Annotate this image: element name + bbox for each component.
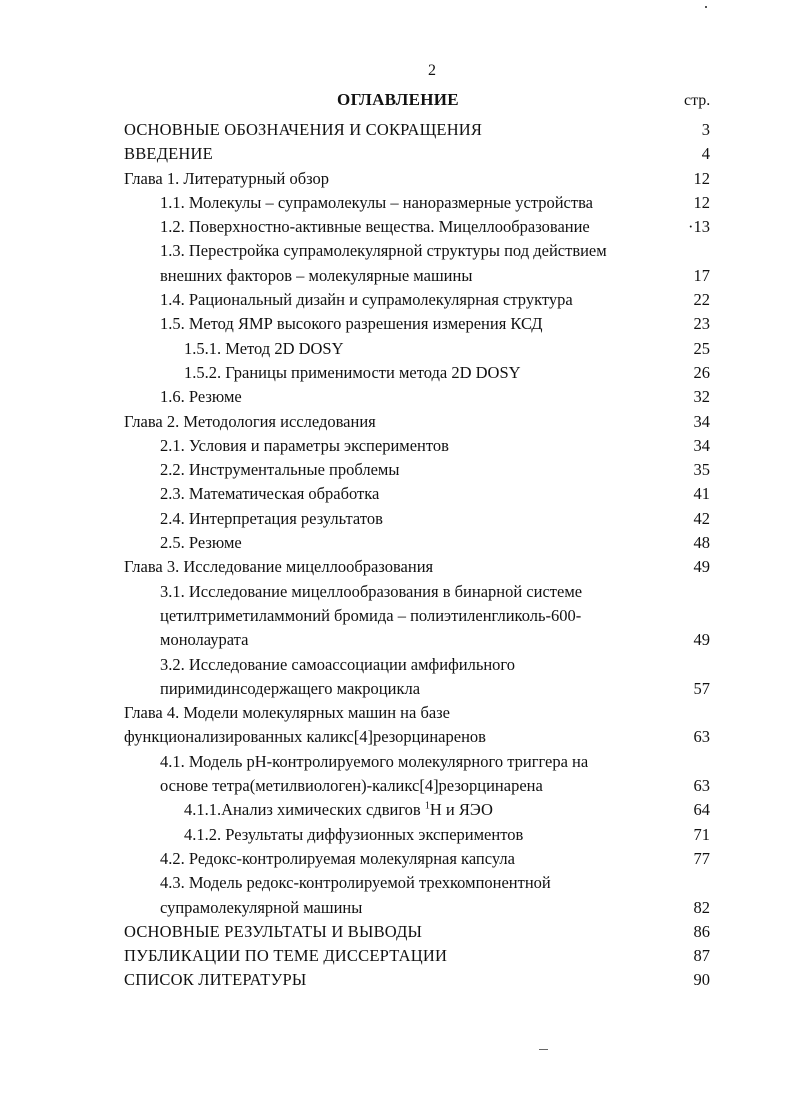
toc-entry-page: 34: [693, 435, 710, 455]
toc-entry-page: 35: [693, 460, 710, 480]
table-of-contents: [124, 118, 710, 993]
toc-entry-page: 12: [693, 168, 710, 188]
toc-entry-title: функционализированных каликс[4]резорцинаренов: [124, 727, 486, 747]
toc-entry-title: [184, 798, 493, 822]
toc-entry-page: 12: [693, 192, 710, 212]
toc-entry-page: 49: [693, 557, 710, 577]
page-number: 2: [428, 62, 436, 79]
toc-entry: [124, 774, 710, 798]
toc-entry-title: 1.5.1. Метод 2D DOSY: [184, 338, 344, 358]
toc-entry-title: 2.1. Условия и параметры экспериментов: [160, 435, 449, 455]
toc-entry-page: 49: [693, 630, 710, 650]
toc-entry-page: 26: [693, 362, 710, 382]
toc-entry-title: 2.2. Инструментальные проблемы: [160, 460, 400, 480]
toc-entry-page: 57: [693, 678, 710, 698]
toc-entry: [124, 701, 710, 725]
toc-entry-page: 86: [693, 921, 710, 941]
toc-entry-title: ОСНОВНЫЕ ОБОЗНАЧЕНИЯ И СОКРАЩЕНИЯ: [124, 120, 483, 139]
toc-entry-page: 34: [693, 411, 710, 431]
toc-entry-title: 1.6. Резюме: [160, 387, 242, 407]
page-title: ОГЛАВЛЕНИЕ: [337, 90, 459, 109]
toc-entry: [124, 434, 710, 458]
toc-entry: [124, 337, 710, 361]
toc-entry-title: монолаурата: [160, 630, 249, 650]
toc-entry: [124, 653, 710, 677]
toc-entry: [124, 142, 710, 166]
toc-entry: [124, 410, 710, 434]
toc-entry-page: 71: [693, 824, 710, 844]
toc-entry-title: Глава 1. Литературный обзор: [124, 168, 330, 188]
toc-entry: [124, 944, 710, 968]
toc-entry-title: СПИСОК ЛИТЕРАТУРЫ: [124, 970, 307, 990]
toc-entry-page: 25: [693, 338, 710, 358]
toc-entry-page: 77: [693, 848, 710, 868]
toc-entry: [124, 458, 710, 482]
toc-entry-page: 90: [693, 970, 710, 990]
toc-entry-title: ПУБЛИКАЦИИ ПО ТЕМЕ ДИССЕРТАЦИИ: [124, 946, 448, 966]
toc-entry-title: 1.2. Поверхностно-активные вещества. Мицеллообразование: [160, 217, 590, 237]
toc-entry: [124, 555, 710, 579]
toc-entry-page: 23: [693, 314, 710, 334]
toc-entry: [124, 677, 710, 701]
toc-entry-title: 4.2. Редокс-контролируемая молекулярная капсула: [160, 848, 515, 868]
toc-entry-title: Глава 2. Методология исследования: [124, 411, 376, 431]
scan-mark: [539, 1049, 548, 1050]
toc-entry-title: супрамолекулярной машины: [160, 897, 363, 917]
toc-entry-page: 82: [693, 897, 710, 917]
toc-entry-title: 4.3. Модель редокс-контролируемой трехкомпонентной: [160, 873, 551, 893]
toc-entry: [124, 628, 710, 652]
toc-entry: [124, 871, 710, 895]
toc-entry-title-rest: Н и ЯЭО: [429, 800, 493, 820]
toc-entry: [124, 191, 710, 215]
toc-entry-page: 41: [693, 484, 710, 504]
toc-entry-title: 3.2. Исследование самоассоциации амфифильного: [160, 654, 516, 674]
toc-entry: [124, 264, 710, 288]
toc-entry-title: 2.4. Интерпретация результатов: [160, 508, 383, 528]
toc-entry-page: 42: [693, 508, 710, 528]
toc-entry: [124, 239, 710, 263]
toc-entry: [124, 118, 710, 142]
toc-entry-title: внешних факторов – молекулярные машины: [160, 265, 473, 285]
toc-entry: [124, 798, 710, 822]
toc-entry-page: 48: [693, 533, 710, 553]
toc-entry-title-start: 4.1.1.Анализ химических сдвигов: [184, 800, 425, 820]
toc-entry-title: 1.5. Метод ЯМР высокого разрешения измерения КСД: [160, 314, 543, 334]
toc-entry-page: 32: [693, 387, 710, 407]
toc-entry-title: 1.4. Рациональный дизайн и супрамолекулярная структура: [160, 290, 573, 310]
toc-entry-title: пиримидинсодержащего макроцикла: [160, 678, 421, 698]
toc-entry-page: 64: [693, 800, 710, 820]
toc-entry-title: 2.5. Резюме: [160, 533, 242, 553]
toc-entry-title: 4.1.2. Результаты диффузионных экспериментов: [184, 824, 524, 844]
toc-entry: [124, 823, 710, 847]
toc-entry-title: ОСНОВНЫЕ РЕЗУЛЬТАТЫ И ВЫВОДЫ: [124, 921, 423, 941]
toc-entry-page: 4: [701, 144, 710, 164]
toc-entry: [124, 482, 710, 506]
toc-entry: [124, 968, 710, 992]
toc-entry-page: 3: [701, 120, 710, 139]
scan-speck: [705, 6, 707, 8]
toc-entry: [124, 896, 710, 920]
toc-entry-title: 1.1. Молекулы – супрамолекулы – наноразмерные устройства: [160, 192, 593, 212]
toc-entry-page: 17: [693, 265, 710, 285]
toc-entry: [124, 725, 710, 749]
toc-entry: [124, 215, 710, 239]
toc-entry-title: 4.1. Модель рН-контролируемого молекулярного триггера на: [160, 751, 589, 771]
toc-entry-page: 63: [693, 776, 710, 796]
toc-entry: [124, 920, 710, 944]
toc-entry-title: Глава 3. Исследование мицеллообразования: [124, 557, 434, 577]
toc-entry: [124, 847, 710, 871]
toc-entry-page: 63: [693, 727, 710, 747]
toc-entry: [124, 167, 710, 191]
toc-entry: [124, 507, 710, 531]
toc-entry: [124, 312, 710, 336]
toc-entry-page: 87: [693, 946, 710, 966]
toc-entry: [124, 361, 710, 385]
toc-entry-title: Глава 4. Модели молекулярных машин на базе: [124, 703, 451, 723]
toc-entry-page: 22: [693, 290, 710, 310]
toc-entry-title: 1.3. Перестройка супрамолекулярной структуры под действием: [160, 241, 607, 261]
toc-entry-title: ВВЕДЕНИЕ: [124, 144, 213, 164]
toc-entry: [124, 580, 710, 604]
toc-entry-title: цетилтриметиламмоний бромида – полиэтиленгликоль-600-: [160, 605, 582, 625]
superscript: 1: [424, 800, 430, 812]
toc-entry-page: ·13: [688, 217, 710, 237]
toc-entry: [124, 604, 710, 628]
toc-entry-title: 2.3. Математическая обработка: [160, 484, 380, 504]
page-column-label: стр.: [684, 92, 711, 109]
toc-entry-title: 3.1. Исследование мицеллообразования в бинарной системе: [160, 581, 583, 601]
toc-entry: [124, 385, 710, 409]
toc-entry: [124, 531, 710, 555]
toc-entry: [124, 288, 710, 312]
toc-entry-title: 1.5.2. Границы применимости метода 2D DOSY: [184, 362, 521, 382]
toc-entry: [124, 750, 710, 774]
toc-entry-title: основе тетра(метилвиологен)-каликс[4]резорцинарена: [160, 776, 543, 796]
